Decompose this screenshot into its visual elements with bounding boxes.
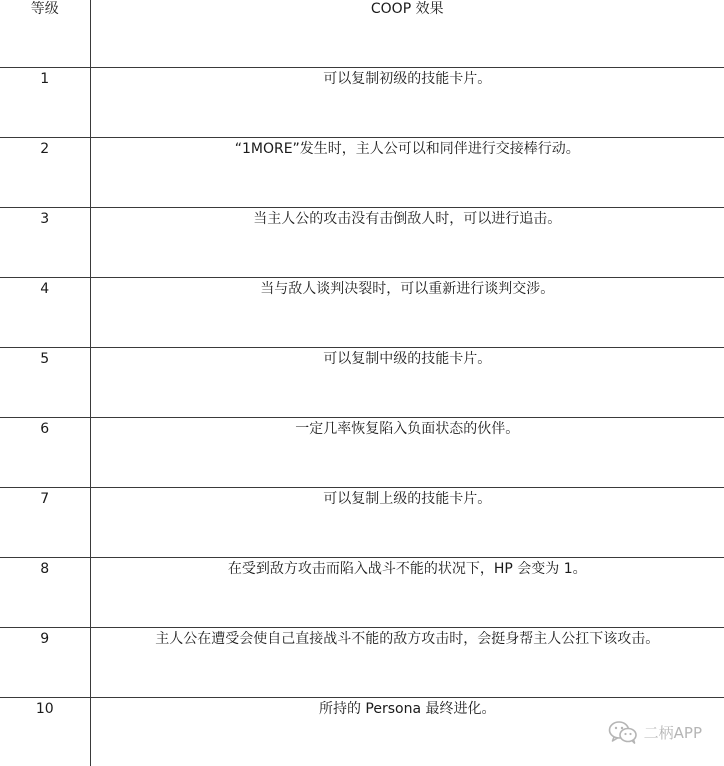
table-row (0, 207, 724, 277)
wechat-icon (608, 720, 638, 744)
row-level: 9 (0, 627, 90, 697)
table-row (0, 67, 724, 137)
watermark (608, 720, 702, 744)
row-level: 2 (0, 137, 90, 207)
header-effect: COOP 效果 (90, 0, 724, 67)
row-level: 5 (0, 347, 90, 417)
table-row (0, 417, 724, 487)
row-level: 4 (0, 277, 90, 347)
table-header-row (0, 0, 724, 67)
table-row (0, 347, 724, 417)
row-effect: 主人公在遭受会使自己直接战斗不能的敌方攻击时，会挺身帮主人公扛下该攻击。 (90, 627, 724, 697)
row-effect: 当与敌人谈判决裂时，可以重新进行谈判交涉。 (90, 277, 724, 347)
row-level: 3 (0, 207, 90, 277)
table-row (0, 487, 724, 557)
row-effect: 可以复制中级的技能卡片。 (90, 347, 724, 417)
row-level: 10 (0, 697, 90, 766)
row-level: 8 (0, 557, 90, 627)
table-row (0, 627, 724, 697)
row-level: 1 (0, 67, 90, 137)
row-level: 6 (0, 417, 90, 487)
table-row (0, 277, 724, 347)
row-effect: “1MORE”发生时，主人公可以和同伴进行交接棒行动。 (90, 137, 724, 207)
row-effect: 在受到敌方攻击而陷入战斗不能的状况下，HP 会变为 1。 (90, 557, 724, 627)
row-effect: 所持的 Persona 最终进化。 (90, 697, 724, 766)
row-effect: 可以复制上级的技能卡片。 (90, 487, 724, 557)
row-effect: 当主人公的攻击没有击倒敌人时，可以进行追击。 (90, 207, 724, 277)
header-level: 等级 (0, 0, 90, 67)
row-level: 7 (0, 487, 90, 557)
row-effect: 一定几率恢复陷入负面状态的伙伴。 (90, 417, 724, 487)
watermark-text: 二柄APP (643, 723, 702, 742)
row-effect: 可以复制初级的技能卡片。 (90, 67, 724, 137)
table-row (0, 557, 724, 627)
table-row (0, 137, 724, 207)
